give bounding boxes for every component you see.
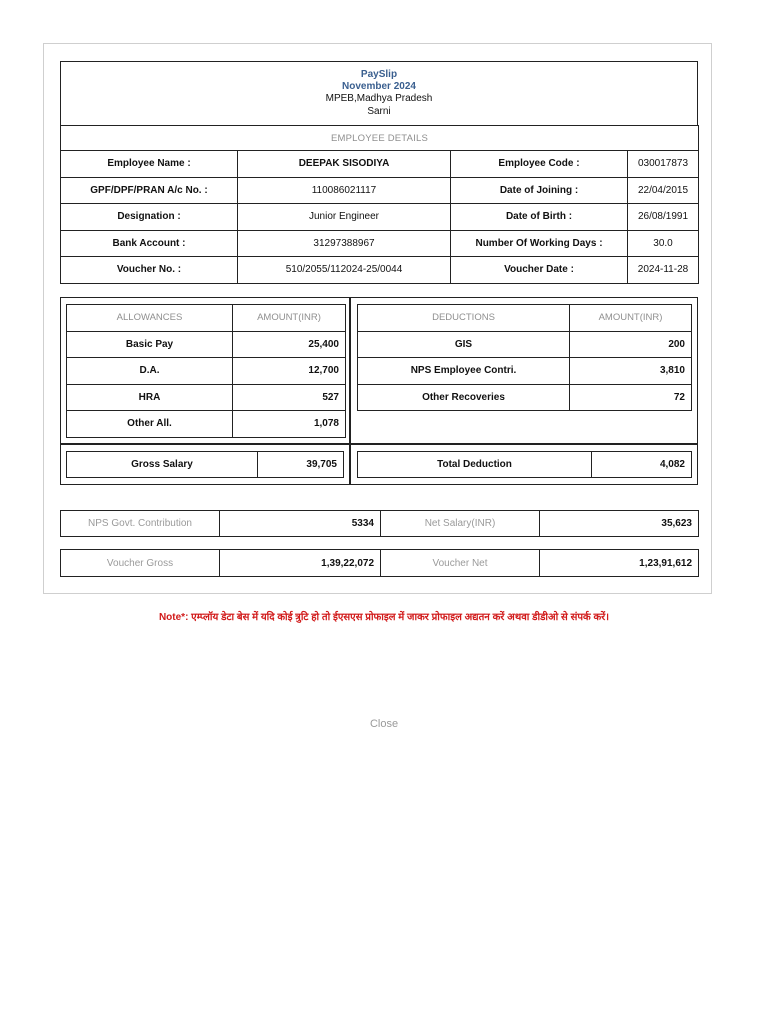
- deduction-amount: 72: [570, 384, 692, 411]
- location-name: Sarni: [367, 106, 391, 117]
- voucher-no-label: Voucher No. :: [61, 257, 238, 284]
- deduction-name: Other Recoveries: [358, 384, 570, 411]
- voucher-no-value: 510/2055/112024-25/0044: [238, 257, 451, 284]
- total-deduction-label: Total Deduction: [358, 452, 592, 478]
- voucher-gross-value: 1,39,22,072: [220, 550, 381, 577]
- employee-details-table: [60, 125, 699, 284]
- allowances-amount-header: AMOUNT(INR): [233, 305, 346, 332]
- date-of-birth-label: Date of Birth :: [451, 204, 628, 231]
- table-row: [61, 204, 699, 231]
- table-row: [61, 177, 699, 204]
- allowance-name: D.A.: [67, 358, 233, 385]
- designation-value: Junior Engineer: [238, 204, 451, 231]
- table-row: [67, 331, 346, 358]
- column-divider: [349, 297, 351, 485]
- voucher-net-value: 1,23,91,612: [540, 550, 699, 577]
- deductions-amount-header: AMOUNT(INR): [570, 305, 692, 332]
- allowance-amount: 12,700: [233, 358, 346, 385]
- designation-label: Designation :: [61, 204, 238, 231]
- bank-account-value: 31297388967: [238, 230, 451, 257]
- close-button[interactable]: Close: [369, 718, 399, 730]
- working-days-value: 30.0: [628, 230, 699, 257]
- gross-salary-value: 39,705: [258, 452, 344, 478]
- voucher-date-value: 2024-11-28: [628, 257, 699, 284]
- employee-code-label: Employee Code :: [451, 151, 628, 178]
- working-days-label: Number Of Working Days :: [451, 230, 628, 257]
- allowance-amount: 1,078: [233, 411, 346, 438]
- deductions-table: [357, 304, 692, 411]
- payslip-header: [60, 61, 698, 125]
- net-salary-table: [60, 510, 699, 537]
- profile-update-note: Note*: एम्प्लॉय डेटा बेस में यदि कोई त्रुटि हो तो ईएसएस प्रोफाइल में जाकर प्रोफाइल अद्यतन करें अथवा डीडीओ से संपर्क करें।: [158, 612, 610, 623]
- date-of-joining-value: 22/04/2015: [628, 177, 699, 204]
- allowance-name: HRA: [67, 384, 233, 411]
- date-of-joining-label: Date of Joining :: [451, 177, 628, 204]
- voucher-gross-label: Voucher Gross: [61, 550, 220, 577]
- gross-salary-table: [66, 451, 344, 478]
- table-row: [67, 358, 346, 385]
- net-salary-value: 35,623: [540, 511, 699, 537]
- voucher-summary-table: [60, 549, 699, 577]
- table-row: [358, 384, 692, 411]
- total-deduction-table: [357, 451, 692, 478]
- gpf-value: 110086021117: [238, 177, 451, 204]
- deduction-name: GIS: [358, 331, 570, 358]
- allowance-amount: 25,400: [233, 331, 346, 358]
- table-row: [67, 384, 346, 411]
- gpf-label: GPF/DPF/PRAN A/c No. :: [61, 177, 238, 204]
- employee-name-value: DEEPAK SISODIYA: [238, 151, 451, 178]
- table-row: [61, 230, 699, 257]
- allowances-table: [66, 304, 346, 438]
- voucher-date-label: Voucher Date :: [451, 257, 628, 284]
- deduction-name: NPS Employee Contri.: [358, 358, 570, 385]
- net-salary-label: Net Salary(INR): [381, 511, 540, 537]
- nps-govt-contribution-label: NPS Govt. Contribution: [61, 511, 220, 537]
- table-row: [67, 411, 346, 438]
- employee-code-value: 030017873: [628, 151, 699, 178]
- payslip-month: November 2024: [342, 81, 416, 92]
- employee-name-label: Employee Name :: [61, 151, 238, 178]
- deduction-amount: 200: [570, 331, 692, 358]
- totals-divider: [60, 443, 698, 445]
- nps-govt-contribution-value: 5334: [220, 511, 381, 537]
- allowance-amount: 527: [233, 384, 346, 411]
- organization-name: MPEB,Madhya Pradesh: [325, 93, 433, 104]
- table-row: [61, 151, 699, 178]
- gross-salary-label: Gross Salary: [67, 452, 258, 478]
- deduction-amount: 3,810: [570, 358, 692, 385]
- total-deduction-value: 4,082: [592, 452, 692, 478]
- bank-account-label: Bank Account :: [61, 230, 238, 257]
- employee-details-heading: EMPLOYEE DETAILS: [61, 126, 699, 151]
- payslip-title: PaySlip: [360, 69, 398, 80]
- deductions-header: DEDUCTIONS: [358, 305, 570, 332]
- table-row: [61, 257, 699, 284]
- allowances-header: ALLOWANCES: [67, 305, 233, 332]
- table-row: [358, 358, 692, 385]
- allowance-name: Basic Pay: [67, 331, 233, 358]
- table-row: [358, 331, 692, 358]
- voucher-net-label: Voucher Net: [381, 550, 540, 577]
- allowance-name: Other All.: [67, 411, 233, 438]
- date-of-birth-value: 26/08/1991: [628, 204, 699, 231]
